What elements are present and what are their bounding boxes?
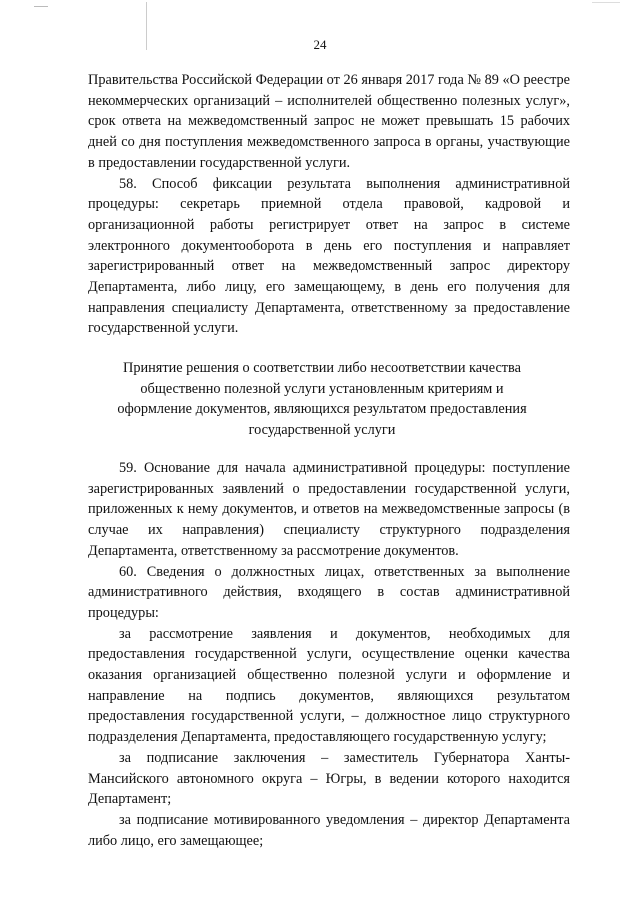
scan-artifact-left <box>34 6 48 7</box>
paragraph-59: 59. Основание для начала административной процедуры: поступление зарегистрированных заявлений о предоставлении государственной услуги, приложенных к нему документов, и ответов на межведомственные запросы (в случае их направления) специалисту структурного подразделения Департамента, ответственному за рассмотрение документов. <box>88 460 570 559</box>
section-heading: Принятие решения о соответствии либо несоответствии качества общественно полезной услуги установленным критериям и оформление документов, являющихся результатом предоставления государственной услуги <box>117 360 527 439</box>
responsibility-item-notification: за подписание мотивированного уведомления – директор Департамента либо лицо, его замещающее; <box>88 811 570 849</box>
section-heading-block <box>112 358 532 441</box>
paragraph-60: 60. Сведения о должностных лицах, ответственных за выполнение административного действия, входящего в состав административной процедуры: <box>88 563 570 621</box>
paragraph-continuation: Правительства Российской Федерации от 26 января 2017 года № 89 «О реестре некоммерческих организаций – исполнителей общественно полезных услуг», срок ответа на межведомственный запрос не может превышать 15 рабочих дней со дня поступления межведомственного запроса в органы, участвующие в предоставлении государственной услуги. <box>88 72 570 171</box>
responsibility-item-conclusion: за подписание заключения – заместитель Губернатора Ханты-Мансийского автономного округа – Югры, в ведении которого находится Департамент; <box>88 749 570 808</box>
paragraph-58: 58. Способ фиксации результата выполнения административной процедуры: секретарь приемной отдела правовой, кадровой и организационной работы регистрирует ответ на запрос в системе электронного документооборота в день его поступления и направляет зарегистрированный ответ на межведомственный запрос директору Департамента, либо лицу, его замещающему, в день его получения для направления специалисту Департамента, ответственному за предоставление государственной услуги. <box>88 175 570 337</box>
bottom-text-block <box>88 458 570 851</box>
responsibility-item-review: за рассмотрение заявления и документов, необходимых для предоставления государственной услуги, осуществление оценки качества оказания организацией общественно полезной услуги и оформление и направление на подпись документов, являющихся результатом предоставления государственной услуги, – должностное лицо структурного подразделения Департамента, предоставляющего государственную услугу; <box>88 625 570 746</box>
page-number: 24 <box>313 37 327 52</box>
top-text-block <box>88 70 570 339</box>
scan-artifact-right <box>592 2 620 3</box>
